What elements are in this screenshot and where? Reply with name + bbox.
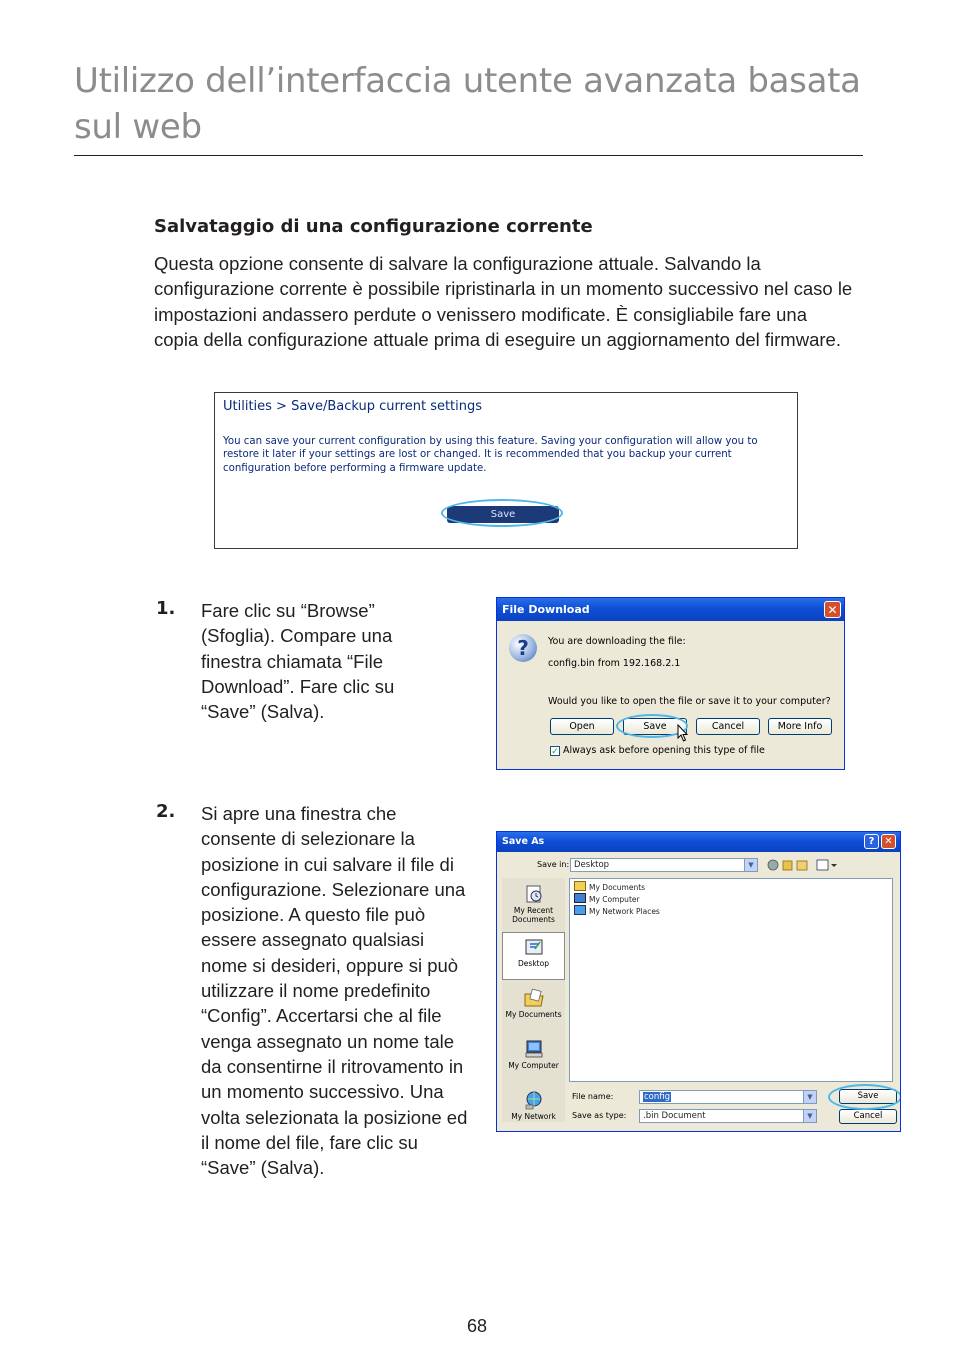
save-type-select[interactable] [639,1109,817,1123]
cancel-button[interactable]: Cancel [839,1109,897,1124]
cancel-button[interactable]: Cancel [696,718,760,735]
list-item[interactable]: My Network Places [574,905,660,917]
save-in-value: Desktop [574,860,610,870]
place-desktop[interactable]: Desktop [502,932,565,980]
desktop-icon [523,937,545,957]
utilities-panel [214,392,798,549]
file-name-label: File name: [572,1092,614,1101]
list-item[interactable]: My Documents [574,881,645,893]
download-question: Would you like to open the file or save it to your computer? [548,696,831,707]
section-heading: Salvataggio di una configurazione corrente [154,216,593,237]
chevron-down-icon: ▼ [803,1091,816,1103]
save-in-select[interactable] [570,858,758,872]
save-as-titlebar: Save As [497,832,900,852]
file-name-value: config [644,1092,671,1102]
open-button[interactable]: Open [550,718,614,735]
always-ask-label: Always ask before opening this type of file [563,745,765,756]
save-button[interactable]: Save [623,718,687,735]
step-1-number: 1. [156,598,176,619]
help-icon[interactable]: ? [864,834,879,849]
page-title: Utilizzo dell’interfaccia utente avanzata basata sul web [74,61,861,147]
utilities-panel-title: Utilities > Save/Backup current settings [223,399,483,414]
file-download-titlebar: File Download [497,598,844,621]
step-2-text: Si apre una finestra che consente di selezionare la posizione in cui salvare il file di configurazione. Selezionare una posizione. A questo file può essere assegnato qualsiasi nome si desideri, oppure si può utilizzare il nome predefinito “Config”. Accertarsi che al file venga assegnato un nome tale da consentirne il ritrovamento in un momento successivo. Una volta selezionata la posizione ed il nome del file, fare clic su “Save” (Salva). [201,803,468,1179]
list-item[interactable]: My Computer [574,893,640,905]
place-my-computer[interactable]: My Computer [502,1035,565,1083]
more-info-button[interactable]: More Info [768,718,832,735]
chevron-down-icon: ▼ [744,859,757,871]
my-computer-icon [523,1039,545,1059]
place-my-network[interactable]: My Network [502,1086,565,1132]
place-recent-documents[interactable]: My Recent Documents [502,880,565,928]
download-line-2: config.bin from 192.168.2.1 [548,658,681,669]
download-line-1: You are downloading the file: [548,636,686,647]
file-download-dialog [496,597,845,770]
close-icon[interactable]: ✕ [824,601,841,618]
place-my-documents[interactable]: My Documents [502,984,565,1032]
folder-icon [574,881,586,891]
save-type-value: .bin Document [643,1111,706,1121]
file-name-input[interactable] [639,1090,817,1104]
question-icon: ? [509,634,537,662]
intro-paragraph: Questa opzione consente di salvare la configurazione attuale. Salvando la configurazione corrente è possibile ripristinarla in un momento successivo nel caso le impostazioni andassero perdute o venissero modificate. È consigliabile fare una copia della configurazione attuale prima di eseguire un aggiornamento del firmware. [154,253,853,350]
utilities-save-button[interactable]: Save [447,506,559,523]
utilities-panel-description: You can save your current configuration by using this feature. Saving your configuration will allow you to restore it later if your settings are lost or changed. It is recommended that you backup your current configuration before performing a firmware update. [223,436,758,474]
my-network-icon [523,1090,545,1110]
always-ask-checkbox[interactable]: ✓ [551,746,559,756]
step-2-number: 2. [156,801,176,822]
save-as-dialog [496,831,901,1132]
my-documents-icon [523,988,545,1008]
file-list [569,878,893,1082]
places-bar [502,878,565,1122]
chevron-down-icon: ▼ [803,1110,816,1122]
save-button[interactable]: Save [839,1089,897,1104]
close-icon[interactable]: ✕ [881,834,896,849]
save-in-label: Save in: [537,860,570,869]
toolbar-icons [767,858,839,872]
mouse-cursor-icon [677,724,689,742]
save-type-label: Save as type: [572,1111,627,1120]
step-1-text: Fare clic su “Browse” (Sfoglia). Compare una finestra chiamata “File Download”. Fare clic su “Save” (Salva). [201,600,395,723]
page-number: 68 [466,1316,488,1336]
title-divider [74,155,863,156]
recent-documents-icon [523,884,545,904]
computer-icon [574,893,586,903]
network-icon [574,905,586,915]
